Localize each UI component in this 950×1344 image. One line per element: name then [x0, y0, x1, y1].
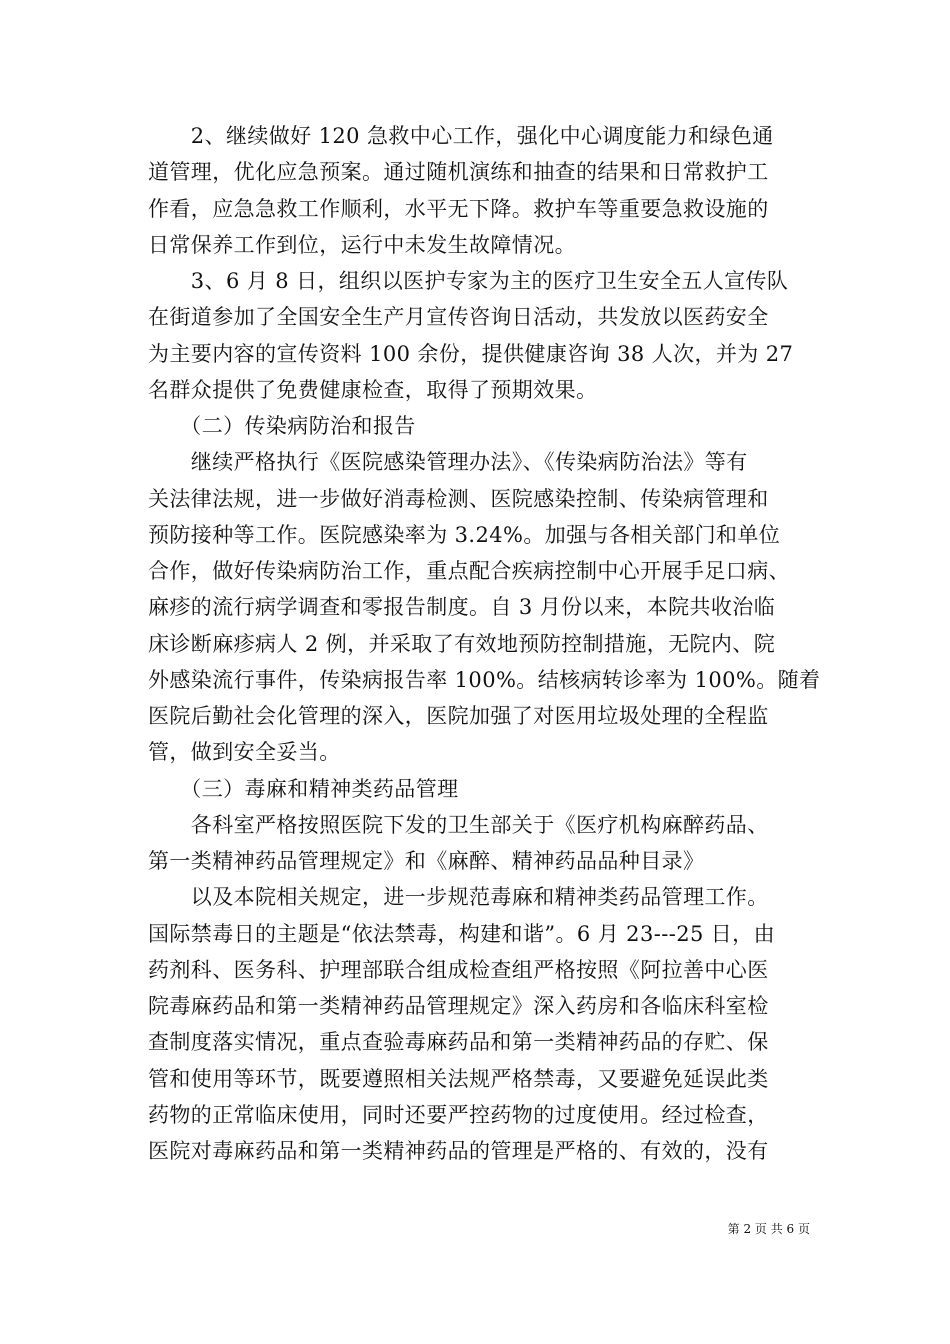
text-line: 3、6 月 8 日，组织以医护专家为主的医疗卫生安全五人宣传队: [148, 269, 789, 293]
text-line: 第一类精神药品管理规定》和《麻醉、精神药品品种目录》: [148, 849, 705, 873]
text-line: （三）毒麻和精神类药品管理: [148, 776, 459, 801]
text-line: 查制度落实情况，重点查验毒麻药品和第一类精神药品的存贮、保: [148, 1030, 769, 1055]
text-line: 关法律法规，进一步做好消毒检测、医院感染控制、传染病管理和: [148, 486, 769, 511]
text-line: 各科室严格按照医院下发的卫生部关于《医疗机构麻醉药品、: [148, 812, 769, 837]
text-line: 管，做到安全妥当。: [148, 740, 341, 765]
text-line: 管和使用等环节，既要遵照相关法规严格禁毒，又要避免延误此类: [148, 1066, 769, 1091]
text-line: 为主要内容的宣传资料 100 余份，提供健康咨询 38 人次，并为 27: [148, 341, 794, 366]
text-line: 在街道参加了全国安全生产月宣传咨询日活动，共发放以医药安全: [148, 305, 769, 330]
text-line: 麻疹的流行病学调查和零报告制度。自 3 月份以来，本院共收治临: [148, 595, 776, 620]
text-line: 合作，做好传染病防治工作，重点配合疾病控制中心开展手足口病、: [148, 559, 790, 583]
text-line: 外感染流行事件，传染病报告率 100%。结核病转诊率为 100%。随着: [148, 667, 821, 692]
text-line: 国际禁毒日的主题是“依法禁毒，构建和谐”。6 月 23---25 日，由: [148, 921, 775, 946]
text-line: 作看，应急急救工作顺利，水平无下降。救护车等重要急救设施的: [148, 196, 769, 221]
text-line: 床诊断麻疹病人 2 例，并采取了有效地预防控制措施，无院内、院: [148, 631, 776, 656]
text-line: 预防接种等工作。医院感染率为 3.24%。加强与各相关部门和单位: [148, 522, 781, 547]
text-line: 以及本院相关规定，进一步规范毒麻和精神类药品管理工作。: [148, 885, 769, 910]
text-line: 药物的正常临床使用，同时还要严控药物的过度使用。经过检查，: [148, 1102, 769, 1127]
text-line: 道管理，优化应急预案。通过随机演练和抽查的结果和日常救护工: [148, 160, 769, 185]
page-number: 第 2 页 共 6 页: [727, 1222, 810, 1236]
text-line: 日常保养工作到位，运行中未发生故障情况。: [148, 232, 576, 257]
text-line: 2、继续做好 120 急救中心工作，强化中心调度能力和绿色通: [148, 124, 774, 148]
text-line: 医院对毒麻药品和第一类精神药品的管理是严格的、有效的，没有: [148, 1139, 769, 1163]
text-line: 医院后勤社会化管理的深入，医院加强了对医用垃圾处理的全程监: [148, 704, 769, 728]
text-line: 继续严格执行《医院感染管理办法》、《传染病防治法》等有: [148, 450, 748, 475]
text-line: 名群众提供了免费健康检查，取得了预期效果。: [148, 377, 598, 402]
text-line: 药剂科、医务科、护理部联合组成检查组严格按照《阿拉善中心医: [148, 957, 769, 982]
text-line: 院毒麻药品和第一类精神药品管理规定》深入药房和各临床科室检: [148, 994, 769, 1018]
text-line: （二）传染病防治和报告: [148, 414, 416, 438]
